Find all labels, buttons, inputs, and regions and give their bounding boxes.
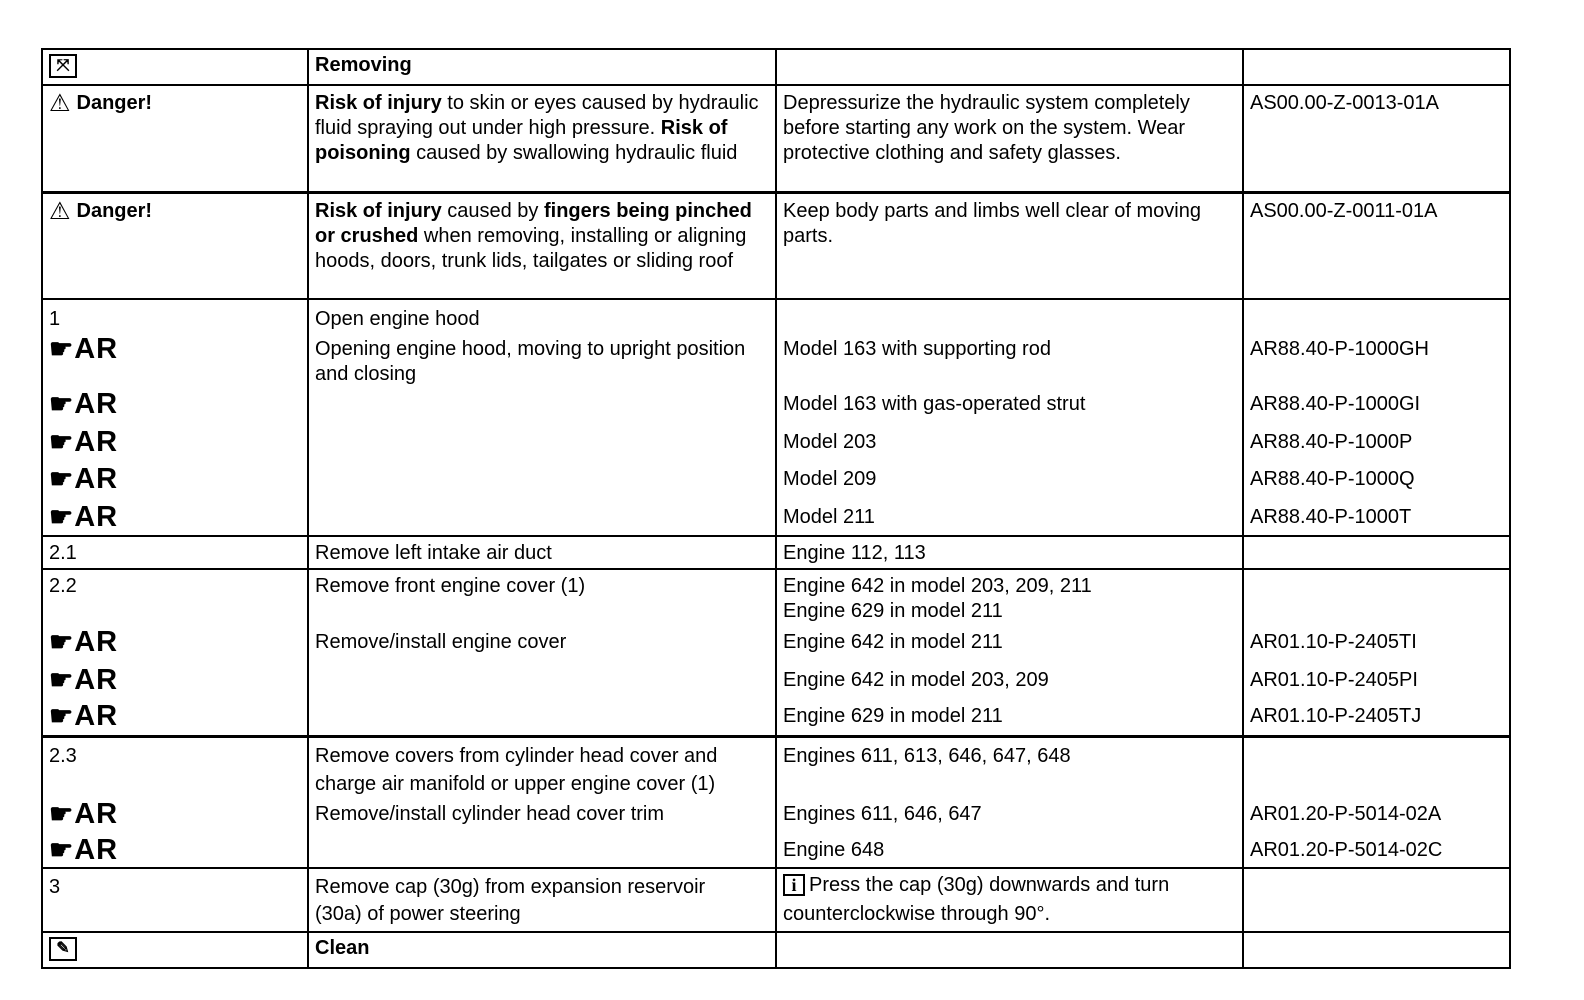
document-link[interactable]: AR88.40-P-1000Q	[1250, 468, 1415, 490]
document-link[interactable]: AR88.40-P-1000GH	[1250, 338, 1429, 360]
document-link[interactable]: AR01.10-P-2405TI	[1250, 631, 1417, 653]
section-title: Clean	[315, 937, 370, 959]
ar-link[interactable]: ☛AR	[49, 833, 119, 866]
pointing-hand-icon: ☛	[49, 427, 74, 457]
ar-link[interactable]: ☛AR	[49, 664, 119, 696]
info-note-text: counterclockwise through 90°.	[783, 903, 1051, 925]
ref-note: Model 211	[783, 506, 875, 528]
risk-text: Risk of injury to skin or eyes caused by hydraulic fluid spraying out under high pressure. Risk of poisoning caused by swallowing hydraulic fluid	[315, 92, 759, 164]
document-link[interactable]: AR01.20-P-5014-02A	[1250, 802, 1442, 825]
step-row-1	[42, 299, 1510, 536]
ar-link[interactable]: ☛AR	[49, 333, 119, 365]
ar-link[interactable]: ☛AR	[49, 426, 119, 458]
ar-link[interactable]: ☛AR	[49, 626, 119, 658]
pointing-hand-icon: ☛	[49, 834, 74, 865]
step-text: (30a) of power steering	[315, 903, 521, 925]
sub-step-text: Opening engine hood, moving to upright position and closing	[315, 338, 746, 385]
pointing-hand-icon: ☛	[49, 701, 74, 731]
clean-icon: ✎	[49, 937, 77, 961]
pointing-hand-icon: ☛	[49, 389, 74, 419]
danger-label: Danger!	[76, 92, 153, 114]
procedure-table	[41, 48, 1511, 969]
expand-icon: ⤧	[49, 54, 77, 78]
step-number: 1	[49, 308, 61, 330]
ref-note: Engine 642 in model 203, 209, 211	[783, 575, 1092, 597]
step-text: Remove left intake air duct	[308, 536, 776, 569]
ref-note: Engine 642 in model 211	[783, 631, 1003, 653]
document-link[interactable]: AR01.20-P-5014-02C	[1250, 838, 1443, 861]
ref-note: Engines 611, 613, 646, 647, 648	[783, 744, 1071, 767]
sub-step-text: Remove/install cylinder head cover trim	[315, 802, 665, 825]
pointing-hand-icon: ☛	[49, 798, 74, 829]
ar-link[interactable]: ☛AR	[49, 700, 119, 732]
ar-link[interactable]: ☛AR	[49, 797, 119, 830]
step-text: Remove cap (30g) from expansion reservoir	[315, 876, 706, 898]
step-row-2-2	[42, 569, 1510, 736]
step-number: 2.3	[49, 744, 77, 767]
danger-row	[42, 192, 1510, 299]
step-text: charge air manifold or upper engine cover (1)	[315, 772, 716, 795]
section-title: Removing	[315, 54, 412, 76]
step-row-2-3	[42, 736, 1510, 868]
document-link[interactable]: AS00.00-Z-0013-01A	[1250, 92, 1440, 114]
risk-text: Risk of injury caused by fingers being pinched or crushed when removing, installing or aligning hoods, doors, trunk lids, tailgates or sliding roof	[315, 199, 752, 272]
ar-link[interactable]: ☛AR	[49, 388, 119, 420]
document-link[interactable]: AR01.10-P-2405PI	[1250, 669, 1418, 691]
ref-note: Engine 629 in model 211	[783, 600, 1003, 622]
ref-note: Model 203	[783, 431, 877, 453]
ref-note: Model 209	[783, 468, 877, 490]
step-number: 2.2	[49, 575, 77, 597]
sub-step-text: Remove/install engine cover	[315, 631, 567, 653]
ref-note: Engine 648	[783, 838, 885, 861]
document-link[interactable]: AR88.40-P-1000GI	[1250, 393, 1421, 415]
step-row-2-1	[42, 536, 1510, 569]
document-link[interactable]: AR88.40-P-1000T	[1250, 506, 1412, 528]
ar-link[interactable]: ☛AR	[49, 463, 119, 495]
ref-note: Engine 112, 113	[776, 536, 1243, 569]
ref-note: Engine 629 in model 211	[783, 705, 1003, 727]
document-link[interactable]: AS00.00-Z-0011-01A	[1250, 199, 1438, 222]
warning-icon: ⚠	[49, 197, 71, 225]
step-row-3	[42, 868, 1510, 932]
document-link[interactable]: AR88.40-P-1000P	[1250, 431, 1413, 453]
danger-row	[42, 85, 1510, 192]
pointing-hand-icon: ☛	[49, 464, 74, 494]
measure-text: Keep body parts and limbs well clear of moving parts.	[783, 199, 1201, 247]
info-note: i Press the cap (30g) downwards and turn	[783, 873, 1236, 902]
warning-icon: ⚠	[49, 90, 71, 117]
step-text: Open engine hood	[315, 308, 480, 330]
step-number: 3	[42, 868, 308, 932]
document-link[interactable]: AR01.10-P-2405TJ	[1250, 705, 1422, 727]
pointing-hand-icon: ☛	[49, 627, 74, 657]
ref-note: Engine 642 in model 203, 209	[783, 669, 1049, 691]
ref-note: Model 163 with supporting rod	[783, 338, 1051, 360]
danger-label: Danger!	[76, 199, 153, 222]
ref-note: Engines 611, 646, 647	[783, 802, 982, 825]
pointing-hand-icon: ☛	[49, 502, 74, 532]
step-number: 2.1	[42, 536, 308, 569]
ref-note: Model 163 with gas-operated strut	[783, 393, 1086, 415]
info-icon: i	[783, 874, 805, 896]
step-text: Remove covers from cylinder head cover and	[315, 744, 718, 767]
ar-link[interactable]: ☛AR	[49, 501, 119, 533]
section-row-removing	[42, 49, 1510, 85]
step-text: Remove front engine cover (1)	[315, 575, 586, 597]
measure-text: Depressurize the hydraulic system completely before starting any work on the system. Wear protective clothing and safety glasses.	[783, 92, 1190, 164]
pointing-hand-icon: ☛	[49, 334, 74, 364]
section-row-clean	[42, 932, 1510, 968]
pointing-hand-icon: ☛	[49, 665, 74, 695]
